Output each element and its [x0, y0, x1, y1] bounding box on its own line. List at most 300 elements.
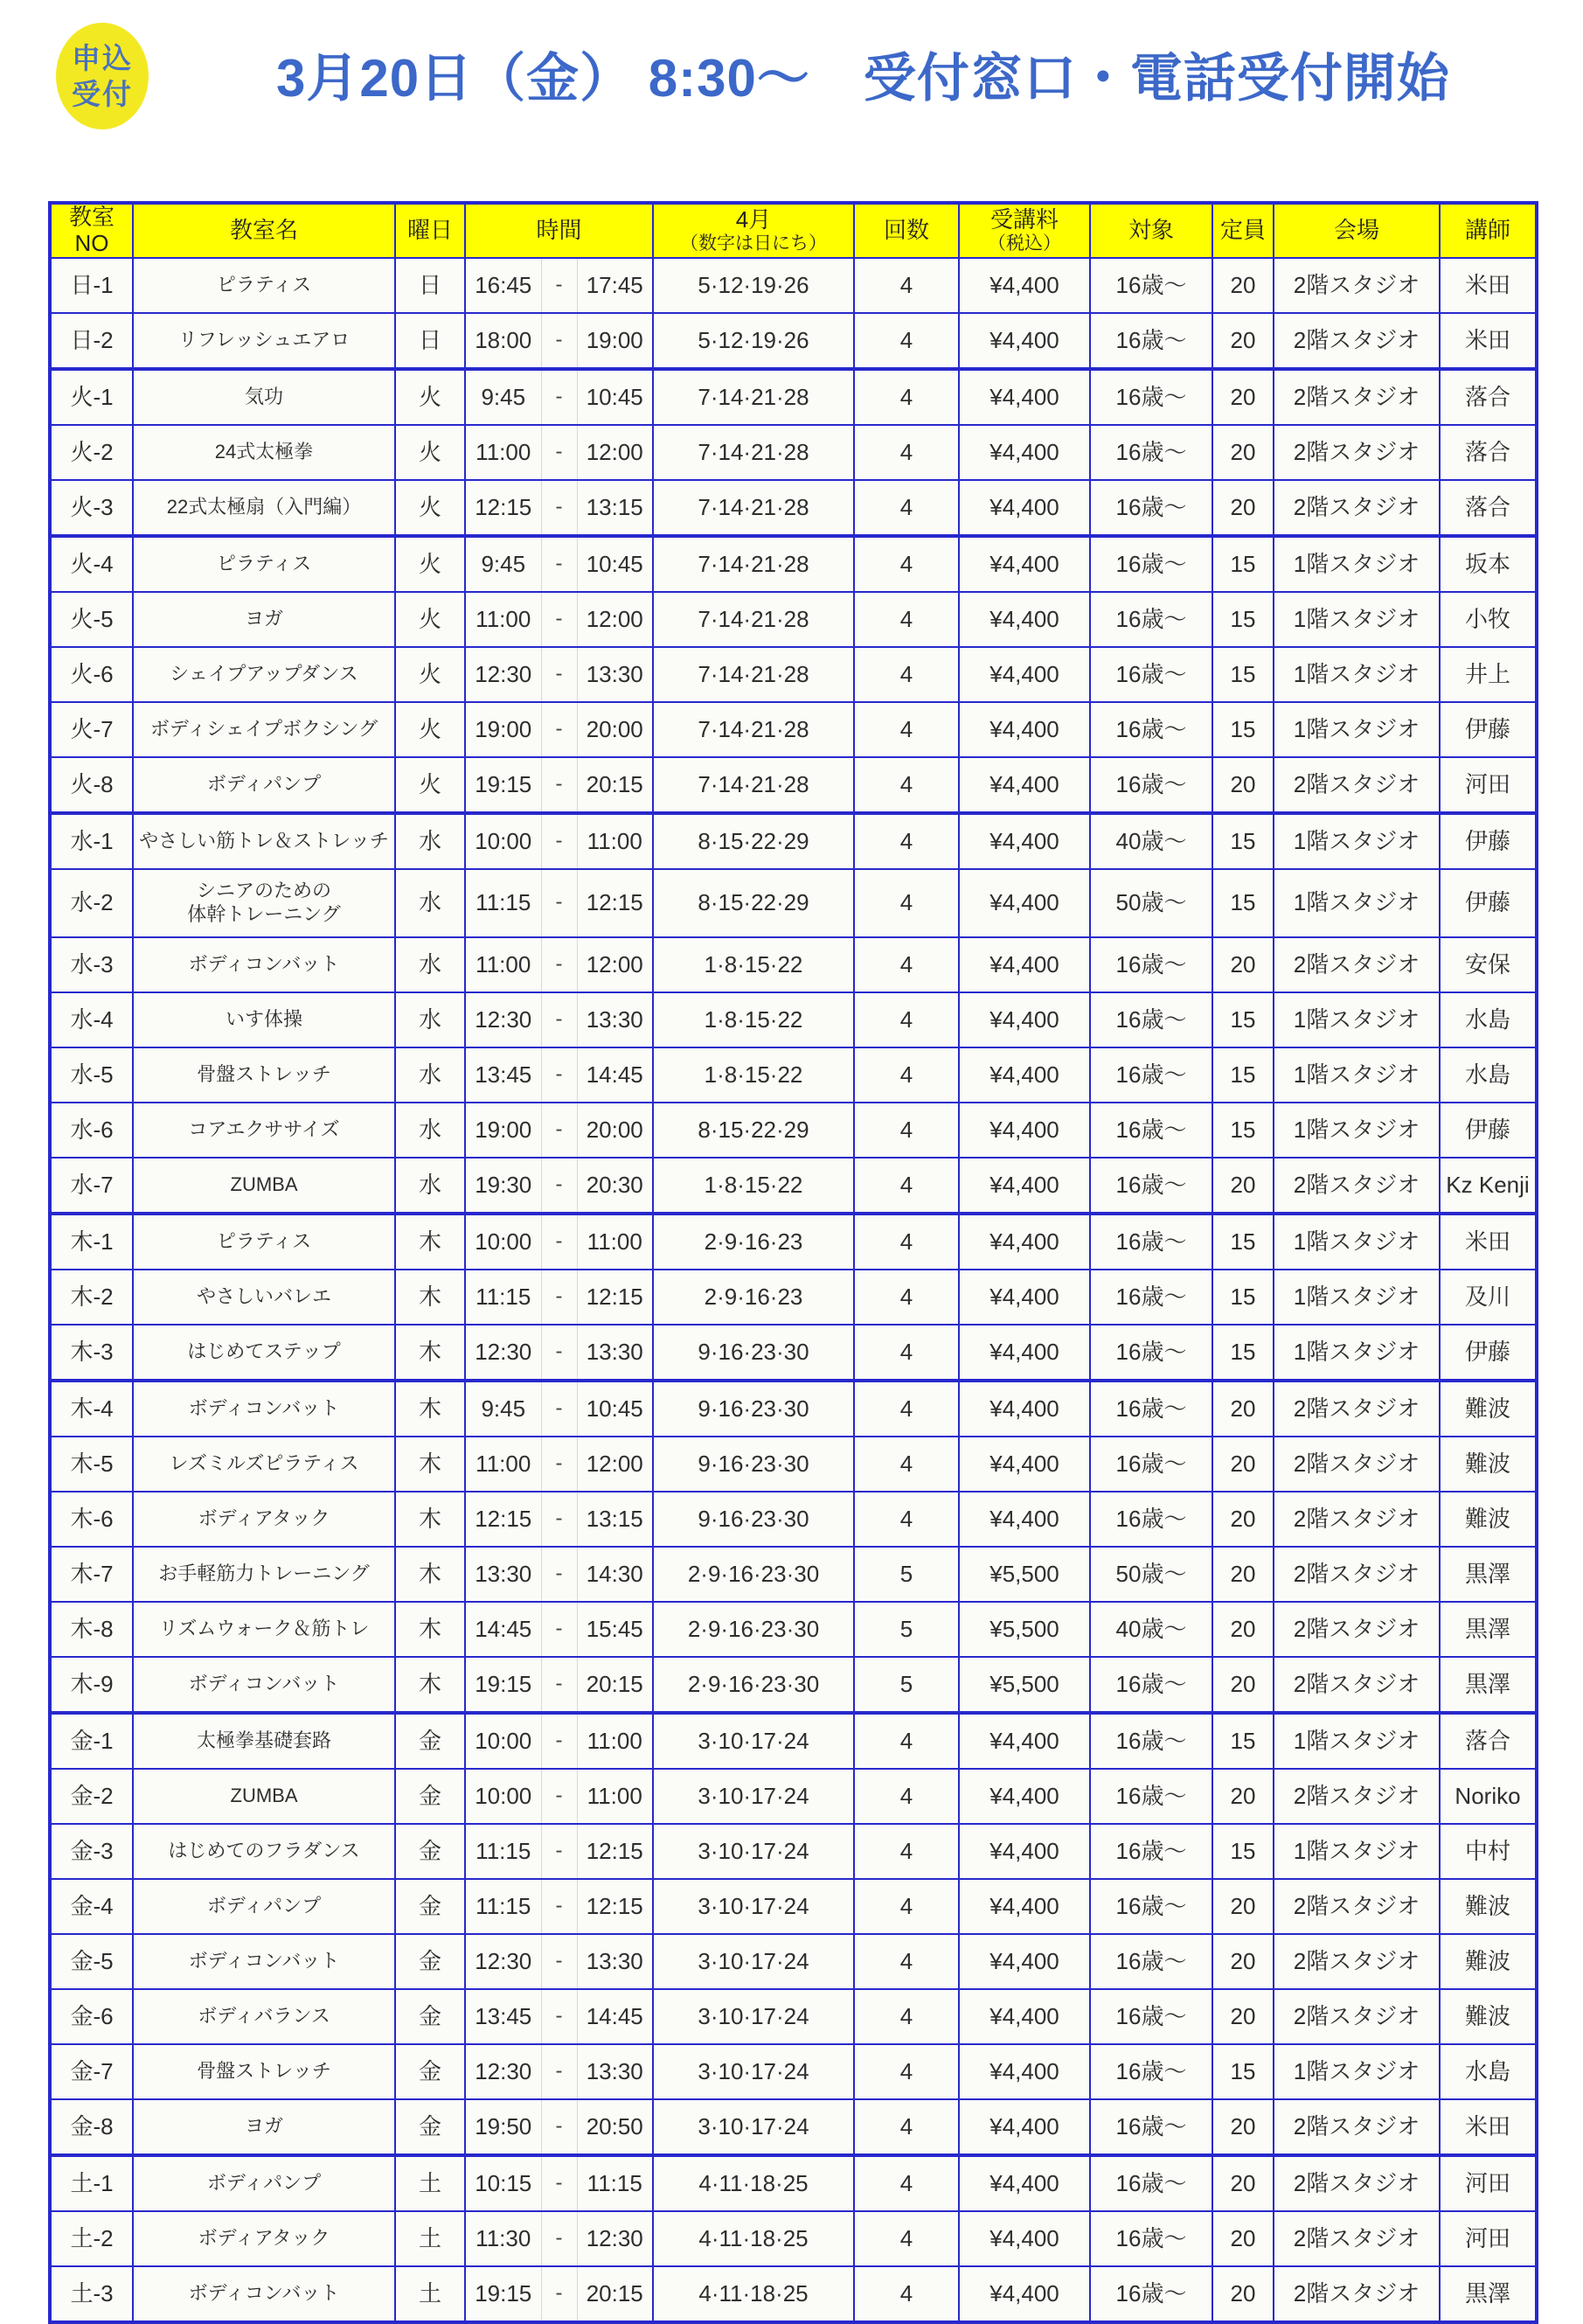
cell-time [465, 2099, 653, 2155]
cell-dates: 3·10·17·24 [653, 1879, 854, 1934]
cell-capacity: 20 [1212, 1657, 1274, 1713]
cell-start: 19:15 [475, 2279, 532, 2307]
cell-no: 火-5 [50, 592, 133, 647]
cell-teacher: 小牧 [1440, 592, 1537, 647]
cell-count: 4 [854, 937, 959, 992]
cell-target: 16歳～ [1090, 2211, 1212, 2266]
cell-teacher: 水島 [1440, 1047, 1537, 1103]
cell-target: 16歳～ [1090, 425, 1212, 480]
cell-sep: - [541, 993, 578, 1047]
cell-fee: ¥4,400 [959, 992, 1090, 1047]
cell-target: 16歳～ [1090, 1381, 1212, 1437]
cell-capacity: 15 [1212, 992, 1274, 1047]
cell-teacher: 落合 [1440, 425, 1537, 480]
table-row [50, 1657, 1537, 1713]
cell-fee: ¥4,400 [959, 757, 1090, 813]
cell-no: 金-6 [50, 1989, 133, 2044]
cell-sep: - [541, 1770, 578, 1823]
cell-end: 12:00 [586, 438, 643, 465]
cell-time [465, 2211, 653, 2266]
cell-venue: 2階スタジオ [1274, 313, 1440, 369]
cell-dates: 3·10·17·24 [653, 1713, 854, 1769]
cell-dates: 9·16·23·30 [653, 1325, 854, 1381]
cell-day: 土 [395, 2155, 465, 2211]
cell-day: 水 [395, 1047, 465, 1103]
cell-no: 金-2 [50, 1769, 133, 1824]
cell-time [465, 1437, 653, 1492]
cell-capacity: 20 [1212, 1381, 1274, 1437]
cell-name: はじめてのフラダンス [133, 1824, 395, 1879]
cell-count: 4 [854, 1713, 959, 1769]
cell-no: 火-1 [50, 369, 133, 425]
table-row [50, 1602, 1537, 1657]
cell-start: 12:15 [475, 1505, 532, 1532]
cell-no: 日-2 [50, 313, 133, 369]
cell-capacity: 20 [1212, 937, 1274, 992]
cell-capacity: 15 [1212, 1270, 1274, 1325]
cell-end: 13:15 [586, 1505, 643, 1532]
cell-start: 10:00 [475, 827, 532, 854]
cell-teacher: 伊藤 [1440, 813, 1537, 869]
cell-fee: ¥4,400 [959, 369, 1090, 425]
table-row [50, 1879, 1537, 1934]
cell-fee: ¥4,400 [959, 2044, 1090, 2099]
cell-no: 木-2 [50, 1270, 133, 1325]
header-row [50, 203, 1537, 258]
cell-teacher: Kz Kenji [1440, 1158, 1537, 1214]
cell-day: 木 [395, 1214, 465, 1270]
cell-teacher: 米田 [1440, 2099, 1537, 2155]
cell-dates: 2·9·16·23 [653, 1214, 854, 1270]
cell-capacity: 15 [1212, 702, 1274, 757]
header-time: 時間 [465, 203, 653, 258]
cell-target: 16歳～ [1090, 992, 1212, 1047]
cell-name: 骨盤ストレッチ [133, 2044, 395, 2099]
cell-dates: 7·14·21·28 [653, 702, 854, 757]
cell-day: 金 [395, 2099, 465, 2155]
cell-capacity: 20 [1212, 1879, 1274, 1934]
cell-dates: 7·14·21·28 [653, 425, 854, 480]
header-fee-line1: 受講料 [989, 205, 1059, 233]
cell-start: 11:00 [476, 605, 531, 632]
cell-end: 20:00 [586, 715, 643, 742]
cell-count: 4 [854, 313, 959, 369]
cell-time [465, 1381, 653, 1437]
cell-venue: 2階スタジオ [1274, 369, 1440, 425]
cell-end: 10:45 [586, 550, 643, 577]
cell-start: 12:30 [475, 660, 532, 687]
cell-venue: 2階スタジオ [1274, 2266, 1440, 2322]
cell-target: 16歳～ [1090, 313, 1212, 369]
cell-time [465, 536, 653, 592]
cell-fee: ¥4,400 [959, 1879, 1090, 1934]
cell-end: 14:45 [586, 2002, 643, 2029]
cell-capacity: 15 [1212, 2044, 1274, 2099]
cell-venue: 1階スタジオ [1274, 813, 1440, 869]
header-classroom-no-line2: NO [74, 229, 109, 256]
cell-venue: 1階スタジオ [1274, 536, 1440, 592]
cell-dates: 7·14·21·28 [653, 480, 854, 536]
cell-day: 火 [395, 592, 465, 647]
cell-dates: 3·10·17·24 [653, 1989, 854, 2044]
cell-end: 14:30 [586, 1560, 643, 1587]
cell-target: 50歳～ [1090, 869, 1212, 937]
cell-fee: ¥4,400 [959, 1158, 1090, 1214]
cell-start: 9:45 [481, 383, 526, 410]
cell-end: 10:45 [586, 383, 643, 410]
cell-start: 13:45 [475, 2002, 532, 2029]
cell-time [465, 1824, 653, 1879]
cell-sep: - [541, 1658, 578, 1711]
cell-sep: - [541, 314, 578, 367]
cell-end: 12:15 [586, 889, 643, 916]
cell-day: 木 [395, 1325, 465, 1381]
cell-name: 22式太極扇（入門編） [133, 480, 395, 536]
cell-capacity: 15 [1212, 1325, 1274, 1381]
cell-sep: - [541, 870, 578, 936]
cell-target: 16歳～ [1090, 1934, 1212, 1989]
cell-teacher: 米田 [1440, 1214, 1537, 1270]
cell-time [465, 313, 653, 369]
cell-day: 金 [395, 2044, 465, 2099]
cell-end: 13:30 [586, 1005, 643, 1033]
cell-day: 水 [395, 1158, 465, 1214]
cell-no: 土-2 [50, 2211, 133, 2266]
table-row [50, 313, 1537, 369]
cell-time [465, 1879, 653, 1934]
schedule-table [48, 201, 1538, 2324]
cell-count: 4 [854, 702, 959, 757]
cell-no: 金-5 [50, 1934, 133, 1989]
cell-dates: 1·8·15·22 [653, 937, 854, 992]
cell-start: 10:00 [475, 1782, 532, 1809]
cell-no: 火-4 [50, 536, 133, 592]
schedule-table-container [48, 201, 1538, 2324]
cell-target: 16歳～ [1090, 536, 1212, 592]
header-fee-line2: （税込） [988, 233, 1061, 254]
header-fee [959, 203, 1090, 258]
cell-time [465, 1270, 653, 1325]
header-day: 曜日 [395, 203, 465, 258]
cell-start: 11:00 [476, 950, 531, 978]
cell-fee: ¥4,400 [959, 2155, 1090, 2211]
cell-time [465, 702, 653, 757]
cell-target: 16歳～ [1090, 1047, 1212, 1103]
cell-no: 木-7 [50, 1547, 133, 1602]
cell-name: 気功 [133, 369, 395, 425]
cell-start: 19:15 [475, 770, 532, 797]
cell-venue: 1階スタジオ [1274, 869, 1440, 937]
cell-name: 24式太極拳 [133, 425, 395, 480]
cell-day: 日 [395, 258, 465, 313]
cell-target: 16歳～ [1090, 2266, 1212, 2322]
cell-count: 4 [854, 1879, 959, 1934]
cell-count: 4 [854, 1047, 959, 1103]
cell-count: 4 [854, 1325, 959, 1381]
cell-day: 木 [395, 1547, 465, 1602]
cell-name: いす体操 [133, 992, 395, 1047]
table-row [50, 647, 1537, 702]
cell-fee: ¥5,500 [959, 1547, 1090, 1602]
cell-count: 4 [854, 1214, 959, 1270]
cell-no: 水-6 [50, 1103, 133, 1158]
cell-capacity: 20 [1212, 425, 1274, 480]
cell-fee: ¥4,400 [959, 1103, 1090, 1158]
cell-no: 水-7 [50, 1158, 133, 1214]
cell-dates: 4·11·18·25 [653, 2211, 854, 2266]
cell-sep: - [541, 1825, 578, 1878]
cell-venue: 2階スタジオ [1274, 1381, 1440, 1437]
cell-target: 16歳～ [1090, 1657, 1212, 1713]
cell-fee: ¥4,400 [959, 313, 1090, 369]
table-row [50, 425, 1537, 480]
cell-day: 金 [395, 1824, 465, 1879]
cell-no: 木-5 [50, 1437, 133, 1492]
cell-capacity: 15 [1212, 536, 1274, 592]
cell-sep: - [541, 1493, 578, 1546]
cell-end: 10:45 [586, 1395, 643, 1422]
cell-target: 40歳～ [1090, 1602, 1212, 1657]
cell-dates: 1·8·15·22 [653, 1158, 854, 1214]
cell-capacity: 20 [1212, 1547, 1274, 1602]
cell-fee: ¥4,400 [959, 1325, 1090, 1381]
header-target-age: 対象 [1090, 203, 1212, 258]
cell-no: 火-8 [50, 757, 133, 813]
cell-count: 4 [854, 2099, 959, 2155]
cell-teacher: 難波 [1440, 1934, 1537, 1989]
cell-end: 20:15 [586, 770, 643, 797]
cell-name: ボディアタック [133, 2211, 395, 2266]
cell-sep: - [541, 2157, 578, 2210]
cell-time [465, 2044, 653, 2099]
cell-target: 16歳～ [1090, 1879, 1212, 1934]
cell-venue: 2階スタジオ [1274, 1158, 1440, 1214]
cell-end: 13:30 [586, 660, 643, 687]
cell-target: 16歳～ [1090, 1214, 1212, 1270]
cell-capacity: 20 [1212, 757, 1274, 813]
cell-venue: 2階スタジオ [1274, 1769, 1440, 1824]
cell-no: 日-1 [50, 258, 133, 313]
header-capacity: 定員 [1212, 203, 1274, 258]
table-row [50, 480, 1537, 536]
cell-name: お手軽筋力トレーニング [133, 1547, 395, 1602]
cell-dates: 7·14·21·28 [653, 536, 854, 592]
cell-count: 5 [854, 1547, 959, 1602]
table-row [50, 1989, 1537, 2044]
cell-target: 50歳～ [1090, 1547, 1212, 1602]
cell-start: 9:45 [481, 550, 526, 577]
cell-teacher: 黒澤 [1440, 1547, 1537, 1602]
cell-dates: 4·11·18·25 [653, 2266, 854, 2322]
cell-no: 火-2 [50, 425, 133, 480]
table-row [50, 2155, 1537, 2211]
cell-start: 12:30 [475, 1338, 532, 1365]
table-row [50, 1437, 1537, 1492]
cell-teacher: 水島 [1440, 992, 1537, 1047]
cell-no: 金-4 [50, 1879, 133, 1934]
cell-venue: 1階スタジオ [1274, 1103, 1440, 1158]
cell-start: 13:45 [475, 1061, 532, 1088]
cell-end: 19:00 [586, 326, 643, 353]
cell-name: ボディバランス [133, 1989, 395, 2044]
cell-teacher: 水島 [1440, 2044, 1537, 2099]
cell-target: 16歳～ [1090, 702, 1212, 757]
cell-teacher: 難波 [1440, 1437, 1537, 1492]
cell-no: 木-1 [50, 1214, 133, 1270]
cell-name: ボディシェイプボクシング [133, 702, 395, 757]
header-venue: 会場 [1274, 203, 1440, 258]
cell-start: 11:15 [476, 1892, 531, 1919]
header-april-dates [653, 203, 854, 258]
cell-time [465, 592, 653, 647]
cell-teacher: 落合 [1440, 369, 1537, 425]
cell-venue: 1階スタジオ [1274, 1214, 1440, 1270]
cell-capacity: 20 [1212, 480, 1274, 536]
table-row [50, 1547, 1537, 1602]
cell-venue: 2階スタジオ [1274, 1602, 1440, 1657]
table-row [50, 1934, 1537, 1989]
cell-day: 火 [395, 425, 465, 480]
cell-capacity: 20 [1212, 1989, 1274, 2044]
cell-start: 10:15 [475, 2169, 532, 2196]
cell-time [465, 425, 653, 480]
cell-teacher: 伊藤 [1440, 702, 1537, 757]
cell-target: 16歳～ [1090, 1824, 1212, 1879]
cell-fee: ¥5,500 [959, 1657, 1090, 1713]
cell-dates: 2·9·16·23·30 [653, 1602, 854, 1657]
cell-dates: 3·10·17·24 [653, 2044, 854, 2099]
cell-no: 土-1 [50, 2155, 133, 2211]
cell-no: 金-1 [50, 1713, 133, 1769]
cell-day: 木 [395, 1381, 465, 1437]
cell-target: 16歳～ [1090, 2044, 1212, 2099]
cell-end: 13:30 [586, 2057, 643, 2084]
cell-fee: ¥4,400 [959, 1381, 1090, 1437]
cell-start: 19:00 [475, 715, 532, 742]
cell-count: 4 [854, 1103, 959, 1158]
cell-name: ボディコンバット [133, 937, 395, 992]
cell-no: 火-6 [50, 647, 133, 702]
cell-day: 火 [395, 702, 465, 757]
cell-dates: 1·8·15·22 [653, 992, 854, 1047]
cell-venue: 2階スタジオ [1274, 1492, 1440, 1547]
cell-sep: - [541, 703, 578, 756]
cell-day: 水 [395, 937, 465, 992]
cell-count: 4 [854, 869, 959, 937]
cell-time [465, 1602, 653, 1657]
cell-start: 19:30 [475, 1171, 532, 1198]
cell-name: ボディコンバット [133, 1934, 395, 1989]
cell-time [465, 992, 653, 1047]
cell-target: 16歳～ [1090, 1769, 1212, 1824]
cell-count: 4 [854, 258, 959, 313]
cell-count: 4 [854, 1270, 959, 1325]
cell-time [465, 2155, 653, 2211]
cell-fee: ¥4,400 [959, 1824, 1090, 1879]
header-classroom-no-line1: 教室 [68, 204, 115, 230]
cell-teacher: 落合 [1440, 480, 1537, 536]
cell-count: 4 [854, 1437, 959, 1492]
cell-time [465, 1492, 653, 1547]
cell-time [465, 258, 653, 313]
table-row [50, 1824, 1537, 1879]
cell-start: 12:30 [475, 2057, 532, 2084]
cell-end: 12:00 [586, 1450, 643, 1477]
cell-dates: 7·14·21·28 [653, 369, 854, 425]
cell-no: 火-3 [50, 480, 133, 536]
cell-target: 40歳～ [1090, 813, 1212, 869]
cell-day: 金 [395, 1934, 465, 1989]
cell-count: 4 [854, 2211, 959, 2266]
header-classroom-no [50, 203, 133, 258]
cell-time [465, 1769, 653, 1824]
cell-target: 16歳～ [1090, 1989, 1212, 2044]
cell-sep: - [541, 1880, 578, 1933]
cell-no: 木-9 [50, 1657, 133, 1713]
cell-capacity: 20 [1212, 2211, 1274, 2266]
cell-count: 4 [854, 757, 959, 813]
cell-time [465, 1158, 653, 1214]
cell-dates: 3·10·17·24 [653, 1934, 854, 1989]
cell-count: 4 [854, 1824, 959, 1879]
cell-venue: 2階スタジオ [1274, 480, 1440, 536]
page-title: 3月20日（金） 8:30～ 受付窓口・電話受付開始 [276, 49, 1450, 108]
cell-name: ピラティス [133, 258, 395, 313]
cell-teacher: 安保 [1440, 937, 1537, 992]
cell-day: 火 [395, 757, 465, 813]
header-session-count: 回数 [854, 203, 959, 258]
cell-day: 火 [395, 647, 465, 702]
table-row [50, 1047, 1537, 1103]
cell-dates: 8·15·22·29 [653, 869, 854, 937]
cell-teacher: 落合 [1440, 1713, 1537, 1769]
cell-fee: ¥4,400 [959, 1989, 1090, 2044]
cell-count: 4 [854, 480, 959, 536]
cell-sep: - [541, 1437, 578, 1491]
cell-teacher: 及川 [1440, 1270, 1537, 1325]
cell-capacity: 20 [1212, 1602, 1274, 1657]
cell-fee: ¥4,400 [959, 869, 1090, 937]
cell-count: 4 [854, 1158, 959, 1214]
cell-sep: - [541, 1103, 578, 1157]
cell-venue: 2階スタジオ [1274, 937, 1440, 992]
cell-target: 16歳～ [1090, 1158, 1212, 1214]
header-teacher: 講師 [1440, 203, 1537, 258]
cell-venue: 2階スタジオ [1274, 1934, 1440, 1989]
cell-day: 土 [395, 2211, 465, 2266]
cell-venue: 2階スタジオ [1274, 258, 1440, 313]
table-row [50, 1158, 1537, 1214]
cell-end: 12:15 [586, 1837, 643, 1864]
table-row [50, 2211, 1537, 2266]
cell-capacity: 20 [1212, 369, 1274, 425]
cell-name: やさしいバレエ [133, 1270, 395, 1325]
cell-time [465, 757, 653, 813]
cell-end: 12:00 [586, 605, 643, 632]
cell-sep: - [541, 259, 578, 312]
table-row [50, 1325, 1537, 1381]
cell-no: 金-8 [50, 2099, 133, 2155]
cell-sep: - [541, 1935, 578, 1988]
cell-teacher: 黒澤 [1440, 1657, 1537, 1713]
table-row [50, 992, 1537, 1047]
cell-start: 19:00 [475, 1116, 532, 1143]
table-row [50, 1214, 1537, 1270]
cell-fee: ¥4,400 [959, 1769, 1090, 1824]
cell-sep: - [541, 1159, 578, 1212]
cell-target: 16歳～ [1090, 592, 1212, 647]
cell-teacher: 中村 [1440, 1824, 1537, 1879]
